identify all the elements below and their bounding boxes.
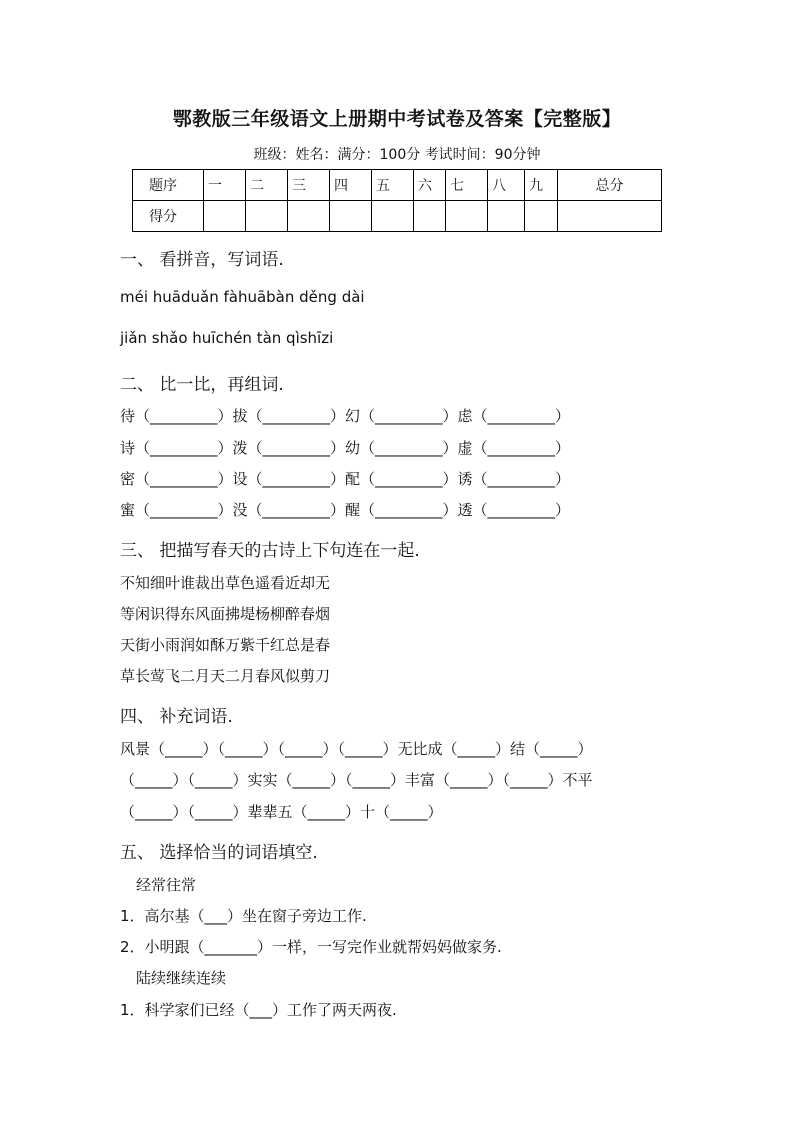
compare-line: 待（_________）拔（_________）幻（_________）虑（_________） [120, 407, 571, 425]
score-cell[interactable] [330, 201, 372, 232]
score-cell[interactable] [288, 201, 330, 232]
score-cell[interactable] [525, 201, 558, 232]
section-3-heading: 三、 把描写春天的古诗上下句连在一起. [120, 541, 420, 561]
page-title: 鄂教版三年级语文上册期中考试卷及答案【完整版】 [172, 108, 622, 130]
header-cell: 一 [204, 170, 246, 201]
header-cell: 八 [488, 170, 525, 201]
section-4-heading: 四、 补充词语. [120, 707, 233, 727]
poem-line: 等闲识得东风面拂堤杨柳醉春烟 [120, 605, 331, 623]
fill-line: （_____）（_____）辈辈五（_____）十（_____） [120, 803, 443, 821]
compare-line: 诗（_________）泼（_________）幼（_________）虚（_________） [120, 439, 571, 457]
header-cell: 九 [525, 170, 558, 201]
header-cell: 四 [330, 170, 372, 201]
section-2-heading: 二、 比一比，再组词. [120, 375, 284, 395]
word-choices: 经常往常 [136, 876, 197, 894]
question-line: 1．科学家们已经（___）工作了两天两夜. [120, 1001, 397, 1019]
question-line: 2．小明跟（_______）一样，一写完作业就帮妈妈做家务. [120, 938, 502, 956]
header-cell: 三 [288, 170, 330, 201]
score-table-score-row [133, 201, 662, 232]
header-cell: 题序 [133, 170, 204, 201]
question-line: 1．高尔基（___）坐在窗子旁边工作. [120, 907, 367, 925]
fill-line: 风景（_____）（_____）（_____）（_____）无比成（_____）结（_____） [120, 740, 593, 758]
header-cell: 七 [446, 170, 488, 201]
score-cell[interactable] [446, 201, 488, 232]
score-cell[interactable] [246, 201, 288, 232]
score-cell[interactable] [488, 201, 525, 232]
compare-line: 密（_________）设（_________）配（_________）诱（_________） [120, 470, 571, 488]
row-label: 得分 [133, 201, 204, 232]
word-choices: 陆续继续连续 [136, 969, 227, 987]
score-cell[interactable] [558, 201, 662, 232]
section-5-heading: 五、 选择恰当的词语填空. [120, 843, 318, 863]
compare-line: 蜜（_________）没（_________）醒（_________）透（_________） [120, 501, 571, 519]
poem-line: 天街小雨润如酥万紫千红总是春 [120, 636, 331, 654]
score-cell[interactable] [204, 201, 246, 232]
header-cell: 二 [246, 170, 288, 201]
poem-line: 不知细叶谁裁出草色遥看近却无 [120, 574, 331, 592]
score-cell[interactable] [372, 201, 414, 232]
score-table-header-row [133, 170, 662, 201]
score-cell[interactable] [414, 201, 446, 232]
poem-line: 草长莺飞二月天二月春风似剪刀 [120, 667, 331, 685]
header-cell: 六 [414, 170, 446, 201]
exam-info: 班级：姓名：满分：100分 考试时间：90分钟 [253, 147, 541, 163]
header-cell: 总分 [558, 170, 662, 201]
pinyin-line: jiǎn shǎo huīchén tàn qìshīzi [120, 329, 334, 347]
score-table [132, 169, 662, 232]
section-1-heading: 一、 看拼音，写词语. [120, 250, 284, 270]
header-cell: 五 [372, 170, 414, 201]
pinyin-line: méi huāduǎn fàhuābàn děng dài [120, 288, 365, 306]
fill-line: （_____）（_____）实实（_____）（_____）丰富（_____）（_____）不平 [120, 771, 593, 789]
